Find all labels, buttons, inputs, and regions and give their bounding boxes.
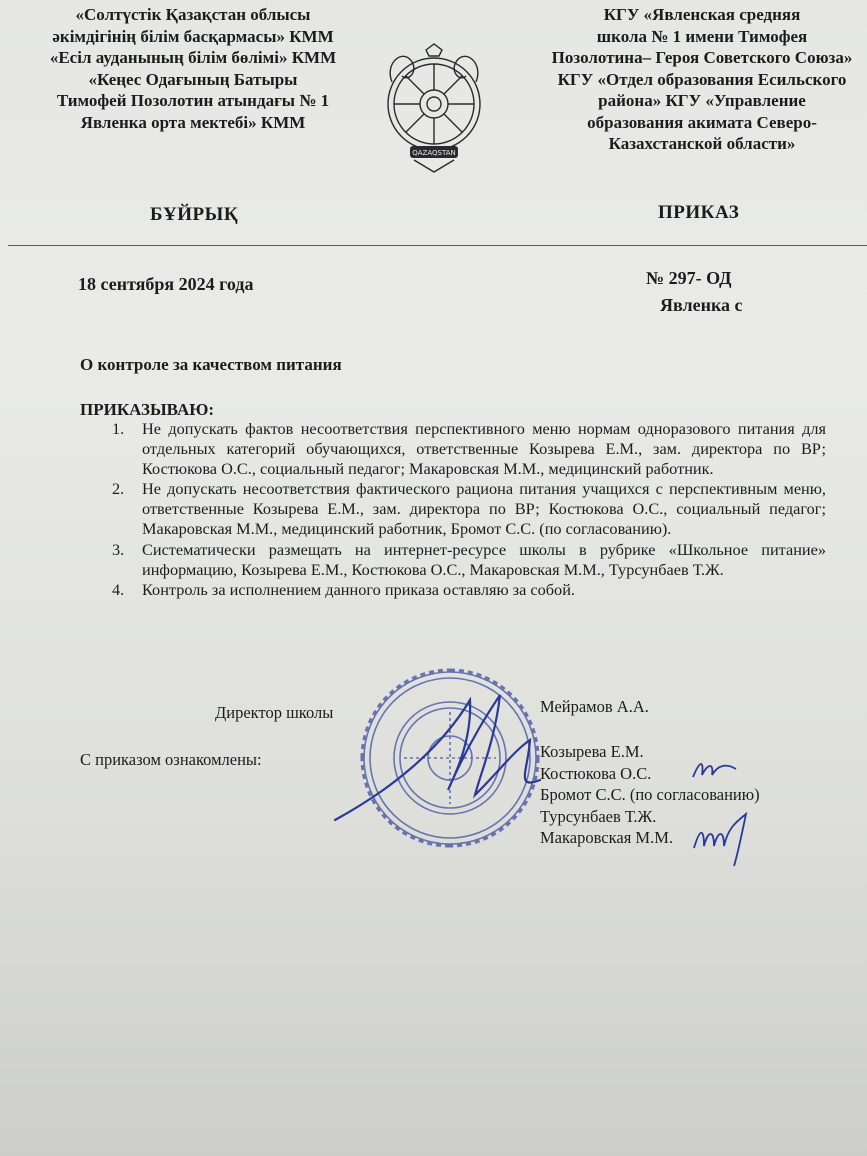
director-name: Мейрамов А.А. [540, 697, 649, 716]
title-kz: БҰЙРЫҚ [150, 204, 239, 225]
acknowledged-name: Макаровская М.М. [540, 828, 673, 847]
header-divider [8, 245, 867, 246]
title-ru: ПРИКАЗ [658, 202, 740, 223]
order-item [108, 540, 826, 580]
order-item [108, 479, 826, 538]
order-item-text: Систематически размещать на интернет-ресурсе школы в рубрике «Школьное питание» информацию, Козырева Е.М., Костюкова О.С., Макаровская М.М., Турсунбаев Т.Ж. [142, 539, 826, 579]
header-ru-line: КГУ «Отдел образования Есильского [557, 69, 847, 89]
header-ru-line: образования акимата Северо- [587, 112, 817, 132]
signature-kostyukova-icon [690, 755, 740, 785]
order-number: № 297- ОД [646, 268, 732, 288]
acknowledged-name: Костюкова О.С. [540, 763, 652, 783]
header-ru-line: Казахстанской области» [608, 134, 796, 153]
order-item-number: 1. [112, 419, 125, 438]
acknowledged-label: С приказом ознакомлены: [80, 750, 262, 769]
header-kz-line: «Солтүстік Қазақстан облысы [75, 5, 311, 24]
header-kz-line: Тимофей Позолотин атындағы № 1 [56, 91, 330, 110]
order-heading: ПРИКАЗЫВАЮ: [80, 400, 215, 419]
director-signature-icon [330, 680, 550, 830]
order-item [108, 580, 826, 600]
header-ru-line: КГУ «Явленская средняя [603, 5, 801, 24]
order-subject: О контроле за качеством питания [80, 355, 342, 374]
order-item [108, 419, 826, 478]
header-ru-org [522, 4, 867, 155]
state-emblem-icon [384, 42, 484, 176]
header-kz-line: Явленка орта мектебі» КММ [80, 112, 306, 132]
order-items [108, 419, 826, 601]
acknowledged-name: Козырева Е.М. [540, 742, 644, 761]
header-kz-line: «Есіл ауданының білім бөлімі» КММ [49, 48, 337, 67]
order-place: Явленка с [660, 295, 743, 315]
order-item-number: 2. [112, 479, 125, 499]
director-label: Директор школы [215, 703, 334, 722]
header-ru-line: школа № 1 имени Тимофея [596, 26, 808, 46]
acknowledged-name: Турсунбаев Т.Ж. [540, 806, 657, 826]
signature-makarovskaya-icon [690, 808, 760, 868]
acknowledged-name: Бромот С.С. (по согласованию) [540, 785, 760, 804]
order-item-number: 4. [112, 580, 125, 600]
header-ru-line: Позолотина– Героя Советского Союза» [551, 48, 853, 67]
header-kz-line: әкімдігінің білім басқармасы» КММ [52, 26, 334, 46]
order-item-text: Не допускать несоответствия фактического рациона питания учащихся с перспективным меню, ответственные Козырева Е.М., зам. директора по ВР; Костюкова О.С., социальный педагог; Макаровская М.М., медицинский работник, Бромот С.С. (по согласованию). [142, 479, 826, 538]
order-item-number: 3. [112, 539, 125, 559]
order-item-text: Контроль за исполнением данного приказа оставляю за собой. [142, 580, 575, 600]
order-date: 18 сентября 2024 года [78, 274, 254, 294]
header-ru-line: района» КГУ «Управление [598, 91, 806, 110]
emblem-text: QAZAQSTAN [412, 149, 456, 157]
header-kz-org [18, 4, 368, 133]
order-item-text: Не допускать фактов несоответствия перспективного меню нормам одноразового питания для отдельных категорий обучающихся, ответственные Козырева Е.М., зам. директора по ВР; Костюкова О.С., социальный педагог; Макаровская М.М., медицинский работник. [142, 419, 826, 478]
header-kz-line: «Кеңес Одағының Батыры [88, 69, 298, 89]
